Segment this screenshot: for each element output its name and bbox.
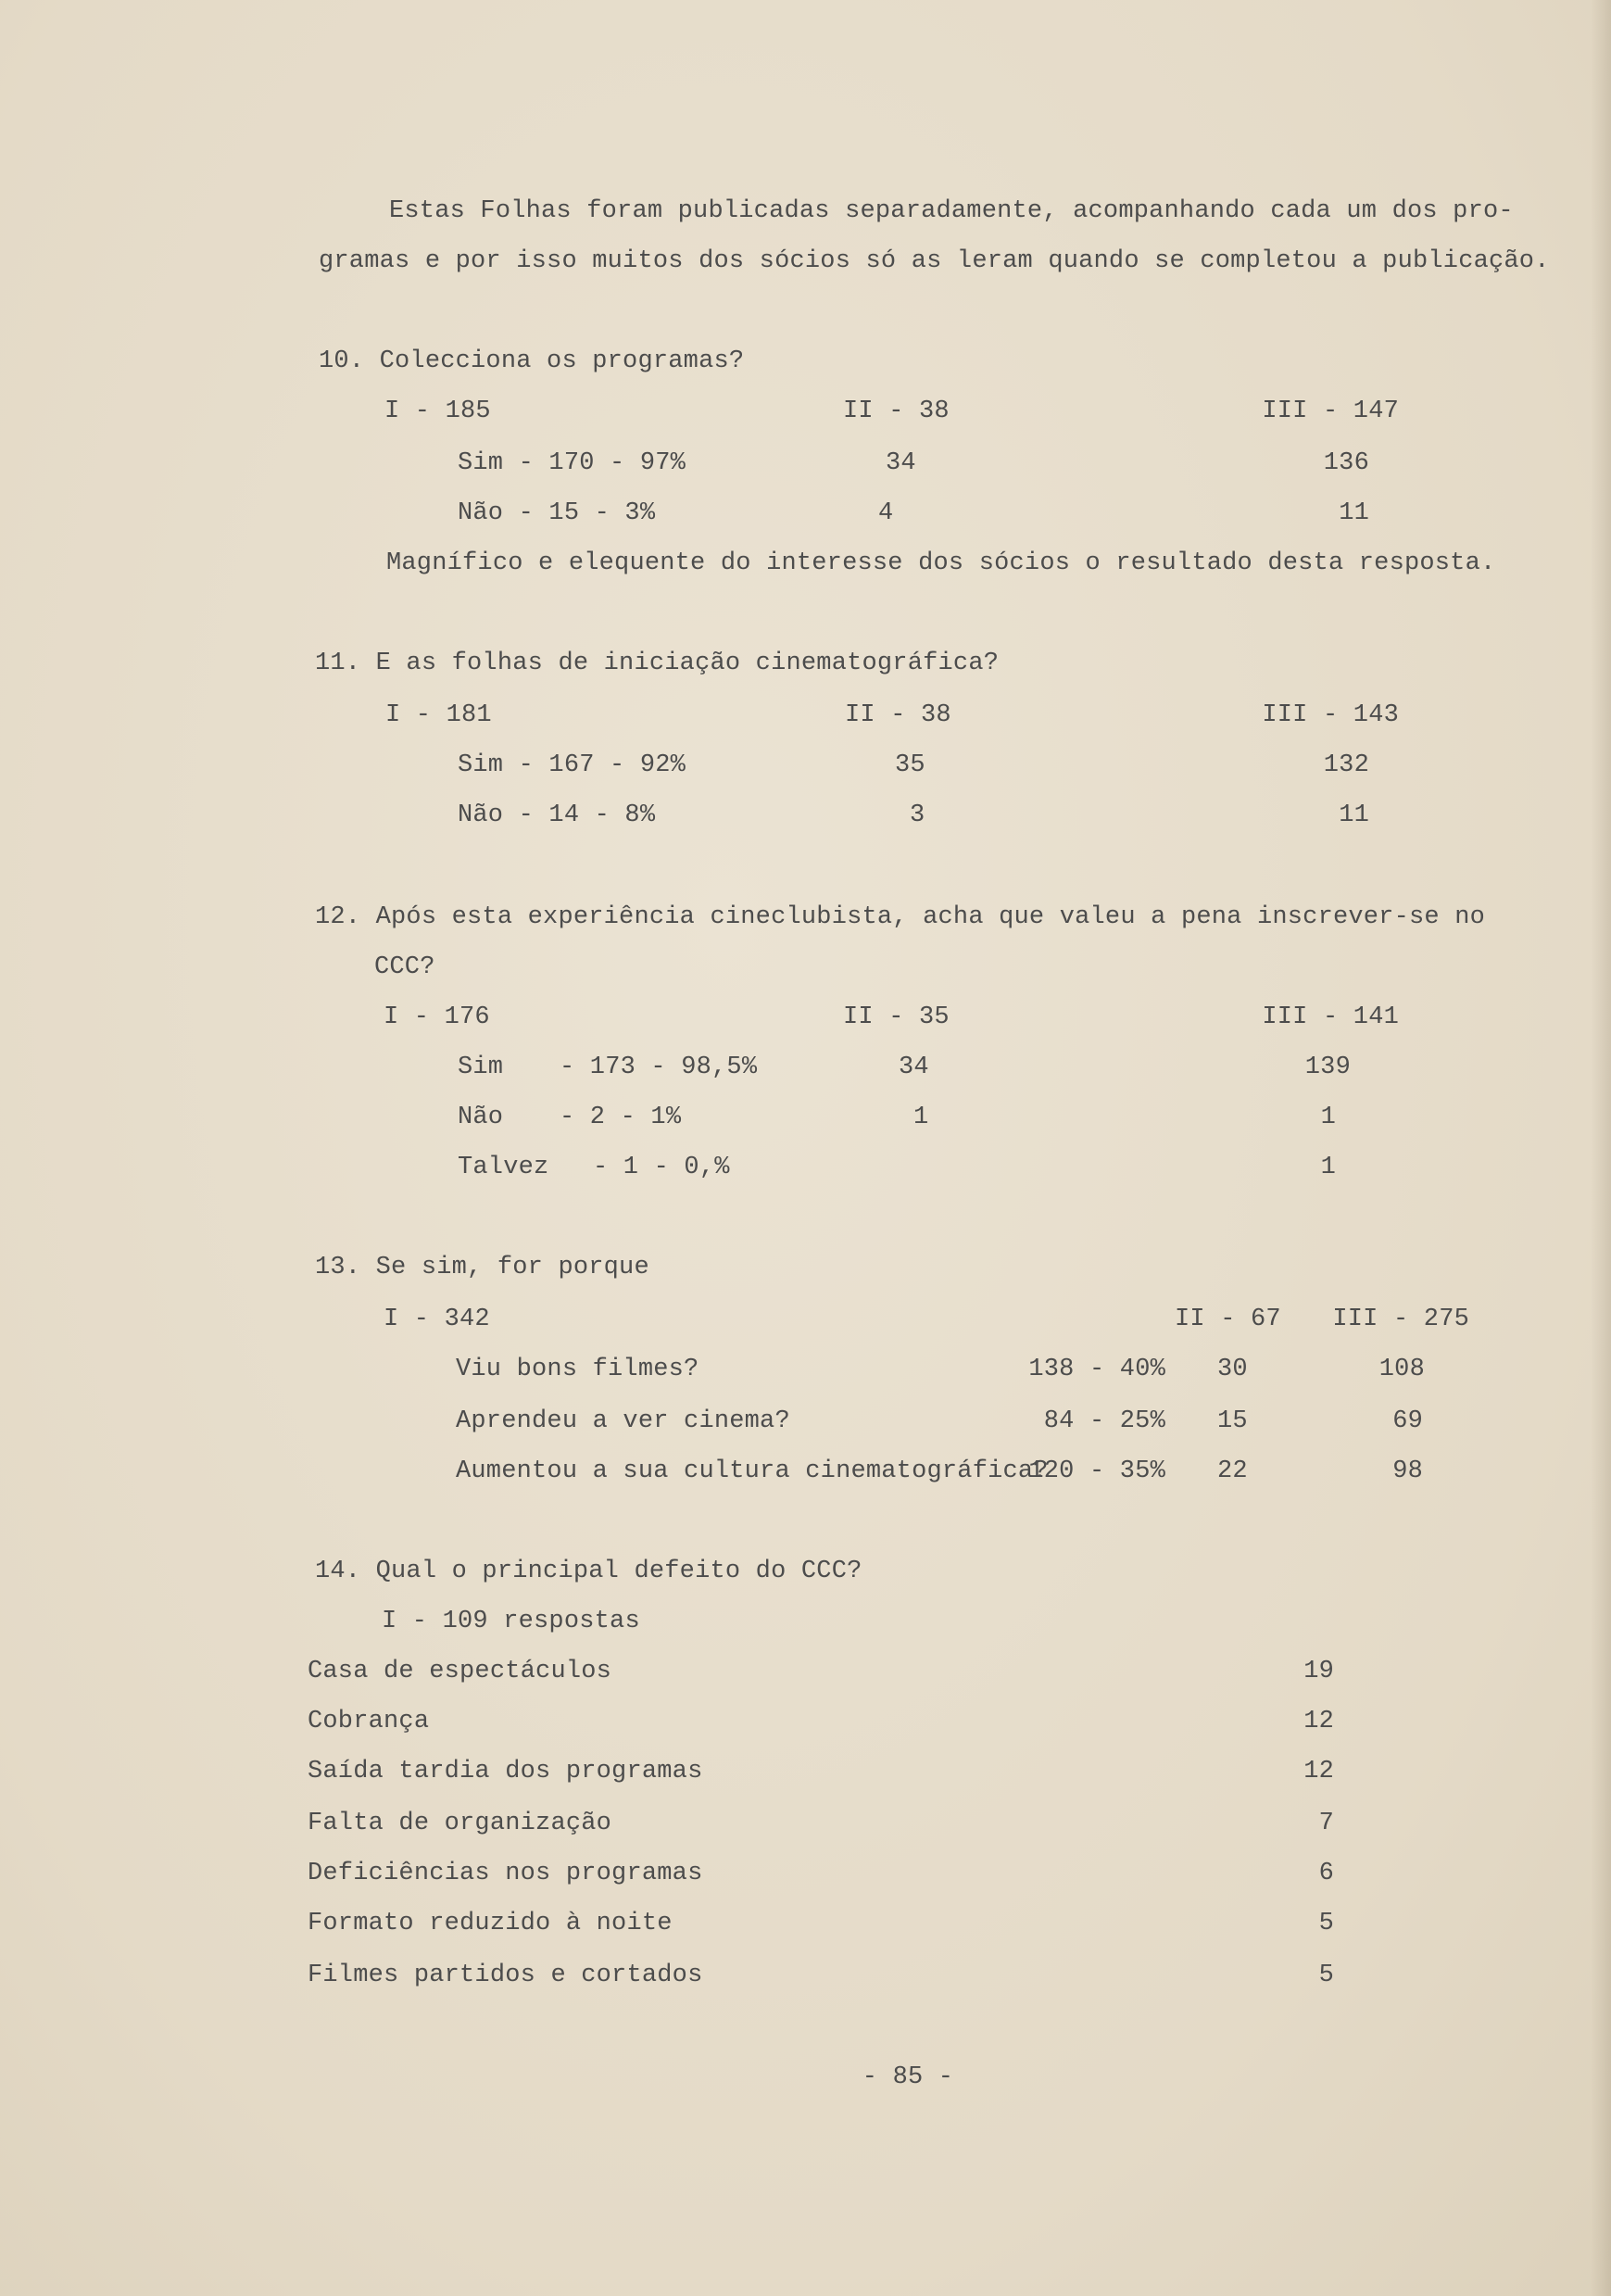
q14-item-count: 7 [1318, 1810, 1334, 1837]
q13-row-ii: 22 [1217, 1457, 1248, 1485]
q13-row-iii: 69 [1392, 1407, 1423, 1435]
q12-row-talvez-label: Talvez [458, 1154, 549, 1181]
q14-responses: I - 109 respostas [382, 1608, 640, 1635]
q12-question-line-1: 12. Após esta experiência cineclubista, acha que valeu a pena inscrever-se no [315, 903, 1486, 931]
q11-total-iii: III - 143 [1262, 701, 1399, 729]
q13-total-iii: III - 275 [1332, 1306, 1469, 1333]
q11-nao-ii: 3 [910, 801, 925, 829]
q14-item-count: 6 [1318, 1860, 1334, 1887]
q12-total-i: I - 176 [384, 1003, 490, 1031]
q10-total-i: I - 185 [384, 397, 491, 425]
q13-total-ii: II - 67 [1175, 1306, 1281, 1333]
page-number: - 85 - [862, 2063, 954, 2091]
q14-item-count: 12 [1303, 1708, 1334, 1735]
q14-question: 14. Qual o principal defeito do CCC? [315, 1558, 862, 1585]
q11-nao-i: Não - 14 - 8% [458, 801, 656, 829]
q12-row-nao-iii: 1 [1320, 1104, 1336, 1131]
q10-question: 10. Colecciona os programas? [319, 347, 745, 375]
q10-total-ii: II - 38 [843, 397, 950, 425]
q12-row-talvez-i: - 1 - 0,% [593, 1154, 730, 1181]
q14-item-label: Casa de espectáculos [308, 1658, 612, 1685]
q14-item-label: Formato reduzido à noite [308, 1910, 673, 1937]
q10-total-iii: III - 147 [1262, 397, 1399, 425]
q10-nao-i: Não - 15 - 3% [458, 499, 656, 527]
q12-row-nao-label: Não [458, 1104, 504, 1131]
q12-row-nao-i: - 2 - 1% [560, 1104, 682, 1131]
paper-edge-shadow [1591, 0, 1611, 2296]
q10-nao-ii: 4 [878, 499, 894, 527]
q12-question-line-2: CCC? [374, 953, 435, 981]
q11-sim-iii: 132 [1323, 751, 1369, 779]
q12-row-nao-ii: 1 [913, 1104, 929, 1131]
q14-item-label: Saída tardia dos programas [308, 1758, 703, 1785]
q14-item-count: 19 [1303, 1658, 1334, 1685]
q13-row-i: 120 - 35% [1028, 1457, 1165, 1485]
q12-row-sim-i: - 173 - 98,5% [560, 1053, 758, 1081]
q12-total-ii: II - 35 [843, 1003, 950, 1031]
q13-row-i: 138 - 40% [1028, 1356, 1165, 1383]
q14-item-count: 5 [1318, 1962, 1334, 1989]
q10-sim-i: Sim - 170 - 97% [458, 449, 686, 477]
q10-sim-iii: 136 [1323, 449, 1369, 477]
q14-item-label: Filmes partidos e cortados [308, 1962, 703, 1989]
q13-question: 13. Se sim, for porque [315, 1254, 649, 1281]
q13-row-iii: 98 [1392, 1457, 1423, 1485]
intro-line-2: gramas e por isso muitos dos sócios só as leram quando se completou a publicação. [319, 247, 1550, 275]
q11-total-ii: II - 38 [845, 701, 951, 729]
q14-item-label: Cobrança [308, 1708, 430, 1735]
q13-row-label: Aumentou a sua cultura cinematográfica? [456, 1457, 1049, 1485]
q11-nao-iii: 11 [1339, 801, 1369, 829]
q13-row-ii: 30 [1217, 1356, 1248, 1383]
q11-question: 11. E as folhas de iniciação cinematográfica? [315, 650, 1000, 677]
q13-row-label: Viu bons filmes? [456, 1356, 699, 1383]
q13-row-label: Aprendeu a ver cinema? [456, 1407, 790, 1435]
intro-line-1: Estas Folhas foram publicadas separadamente, acompanhando cada um dos pro- [389, 197, 1514, 225]
q13-row-ii: 15 [1217, 1407, 1248, 1435]
q11-sim-ii: 35 [895, 751, 925, 779]
q12-row-sim-iii: 139 [1304, 1053, 1351, 1081]
q12-total-iii: III - 141 [1262, 1003, 1399, 1031]
q12-row-talvez-iii: 1 [1320, 1154, 1336, 1181]
q14-item-count: 5 [1318, 1910, 1334, 1937]
q14-item-count: 12 [1303, 1758, 1334, 1785]
q14-item-label: Deficiências nos programas [308, 1860, 703, 1887]
q13-total-i: I - 342 [384, 1306, 490, 1333]
q11-total-i: I - 181 [385, 701, 492, 729]
q11-sim-i: Sim - 167 - 92% [458, 751, 686, 779]
q14-item-label: Falta de organização [308, 1810, 612, 1837]
q12-row-sim-ii: 34 [899, 1053, 929, 1081]
q10-comment: Magnífico e elequente do interesse dos sócios o resultado desta resposta. [386, 549, 1496, 577]
q13-row-iii: 108 [1378, 1356, 1425, 1383]
q12-row-sim-label: Sim [458, 1053, 504, 1081]
q10-sim-ii: 34 [886, 449, 916, 477]
q10-nao-iii: 11 [1339, 499, 1369, 527]
q13-row-i: 84 - 25% [1043, 1407, 1165, 1435]
